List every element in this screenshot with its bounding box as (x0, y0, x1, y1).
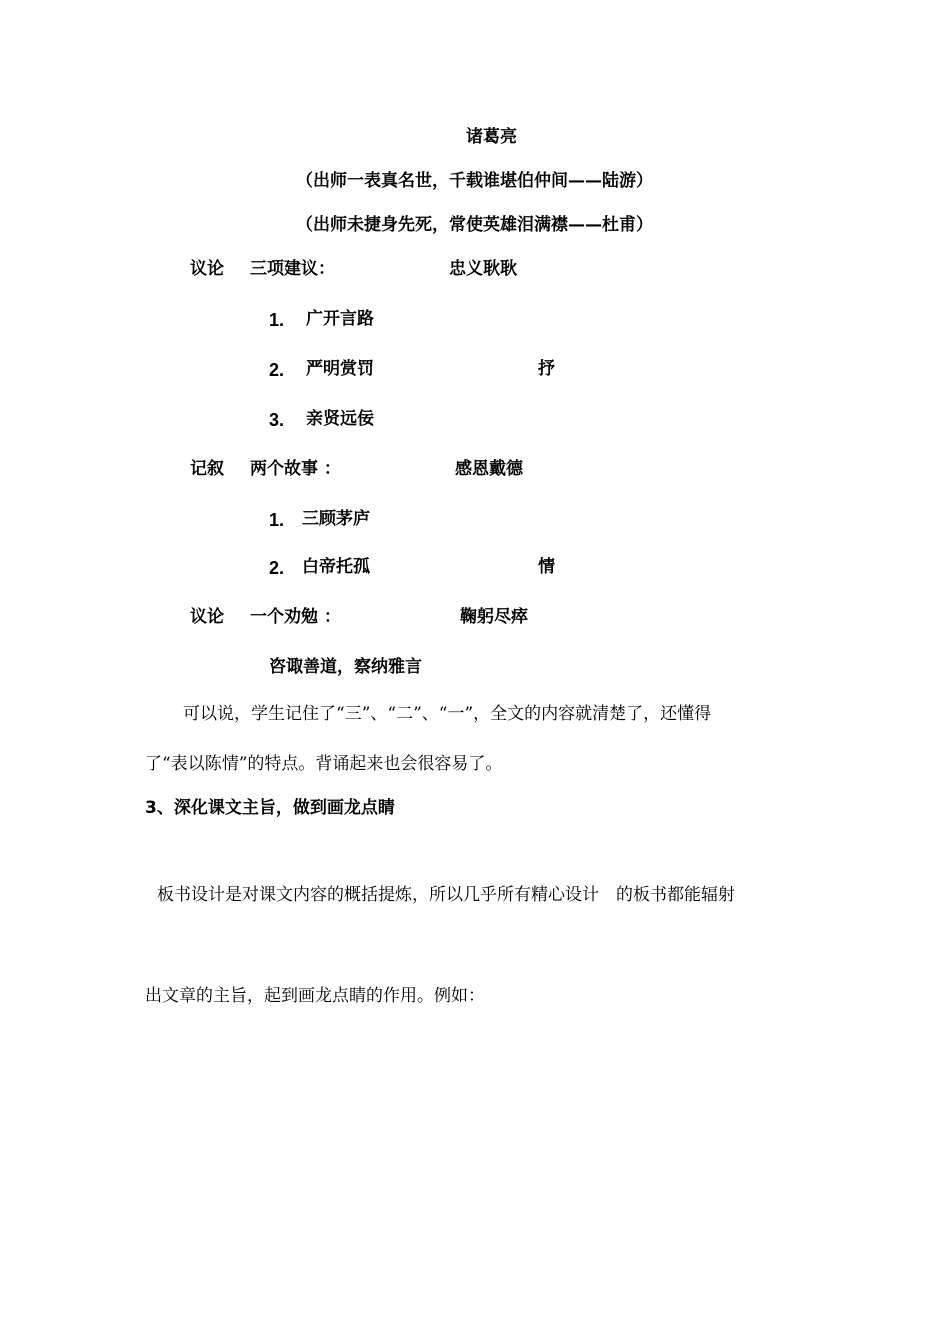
section2-type: 记叙 (190, 459, 224, 479)
section2-item-1-text: 三顾茅庐 (302, 509, 370, 529)
section1-item-1-text: 广开言路 (306, 309, 374, 329)
section3-right: 鞠躬尽瘁 (460, 607, 528, 627)
section1-item-1-num: 1. (269, 310, 285, 330)
paragraph2-line1: 板书设计是对课文内容的概括提炼，所以几乎所有精心设计 的板书都能辐射 (157, 885, 735, 905)
paragraph1-line1: 可以说，学生记住了“三”、“二”、“一”，全文的内容就清楚了，还懂得 (183, 704, 712, 724)
section2-item-2-text: 白帝托孤 (302, 557, 370, 577)
section1-item-3-num: 3. (269, 410, 285, 430)
section1-mid-char: 抒 (538, 359, 555, 379)
section1-right: 忠义耿耿 (449, 259, 517, 279)
section1-item-2-text: 严明赏罚 (306, 359, 374, 379)
section1-item-3-text: 亲贤远佞 (306, 409, 374, 429)
page-title: 诸葛亮 (466, 127, 517, 147)
section3-type: 议论 (190, 607, 224, 627)
section2-right: 感恩戴德 (455, 459, 523, 479)
section-heading: 3、深化课文主旨，做到画龙点睛 (145, 798, 395, 818)
section2-item-2-num: 2. (269, 558, 285, 578)
paragraph2-line2: 出文章的主旨，起到画龙点睛的作用。例如： (145, 986, 485, 1006)
section3-sub: 咨诹善道，察纳雅言 (269, 657, 422, 677)
section2-mid-char: 情 (538, 557, 555, 577)
section1-type: 议论 (190, 259, 224, 279)
section1-item-2-num: 2. (269, 360, 285, 380)
section2-label: 两个故事 ： (250, 459, 341, 479)
section2-item-1-num: 1. (269, 510, 285, 530)
quote-lu-you: （出师一表真名世，千载谁堪伯仲间——陆游） (296, 171, 653, 191)
section1-label: 三项建议： (250, 259, 335, 279)
section3-label: 一个劝勉 ： (250, 607, 341, 627)
paragraph1-line2: 了“表以陈情”的特点。背诵起来也会很容易了。 (145, 754, 503, 774)
quote-du-fu: （出师未捷身先死，常使英雄泪满襟——杜甫） (296, 215, 653, 235)
